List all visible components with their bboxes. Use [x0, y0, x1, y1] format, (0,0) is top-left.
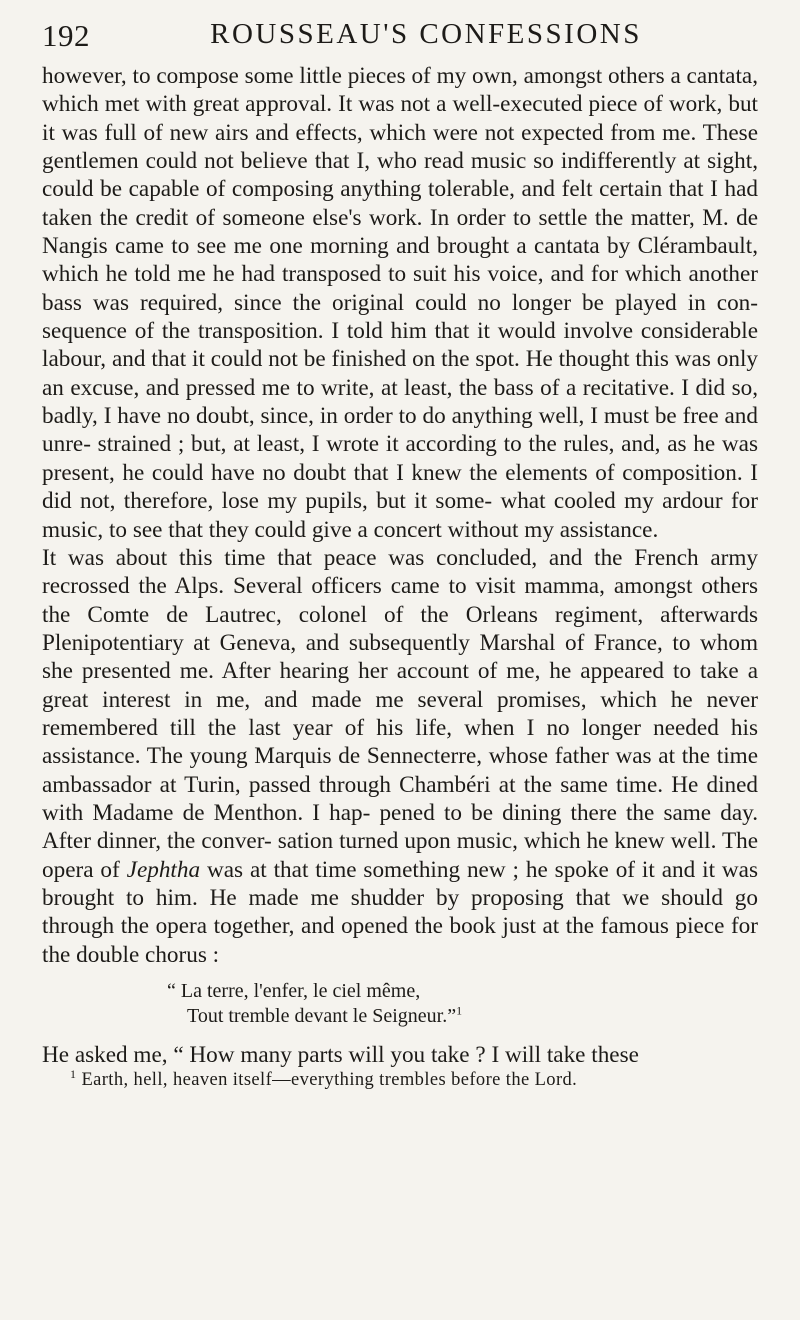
footnote: [42, 1068, 758, 1092]
verse-line-2: [167, 1004, 758, 1029]
paragraph-3: He asked me, “ How many parts will you take ? I will take these: [42, 1042, 639, 1068]
footnote-reference: 1: [456, 1003, 463, 1018]
paragraph-2-text-b: was at that time something new ; he spoke of it and it was brought to him. He made me shudder by proposing that we should go through the opera together, and opened the book just at the famous piece for the double chorus :: [42, 856, 758, 968]
page-number: 192: [42, 18, 90, 53]
verse-line-1: “ La terre, l'enfer, le ciel même,: [167, 980, 421, 1002]
opera-title: Jephtha: [126, 856, 201, 883]
footnote-mark: 1: [70, 1067, 77, 1082]
verse-quotation: [42, 979, 758, 1029]
paragraph-1: however, to compose some little pieces of my own, amongst others a cantata, which met with great approval. It was not a well-executed piece of work, but it was full of new airs and effects, which were not expected from me. These gentlemen could not believe that I, who read music so indifferently at sight, could be capable of composing anything tolerable, and felt certain that I had taken the credit of someone else's work. In order to settle the matter, M. de Nangis came to see me one morning and brought a cantata by Clérambault, which he told me he had transposed to suit his voice, and for which another bass was required, since the original could no longer be played in con- sequence of the transposition. I told him that it would involve considerable labour, and that it could not be finished on the spot. He thought this was only an excuse, and pressed me to write, at least, the bass of a recitative. I did so, badly, I have no doubt, since, in order to do anything well, I must be free and unre- strained ; but, at least, I wrote it according to the rules, and, as he was present, he could have no doubt that I knew the elements of composition. I did not, therefore, lose my pupils, but it some- what cooled my ardour for music, to see that they could give a concert without my assistance.: [42, 63, 758, 543]
verse-line-2-text: Tout tremble devant le Seigneur.”: [187, 1005, 457, 1027]
page-header: [42, 18, 760, 62]
body-text: [42, 62, 758, 1092]
running-head: ROUSSEAU'S CONFESSIONS: [210, 18, 642, 50]
footnote-text: Earth, hell, heaven itself—everything trembles before the Lord.: [81, 1070, 578, 1091]
paragraph-2: [42, 544, 758, 969]
paragraph-2-text-a: It was about this time that peace was concluded, and the French army recrossed the Alps. Several officers came to visit mamma, amongst others the Comte de Lautrec, colonel of the Orleans regiment, afterwards Plenipotentiary at Geneva, and subsequently Marshal of France, to whom she presented me. After hearing her account of me, he appeared to take a great interest in me, and made me several promises, which he never remembered till the last year of his life, when I no longer needed his assistance. The young Marquis de Sennecterre, whose father was at the time ambassador at Turin, passed through Chambéri at the same time. He dined with Madame de Menthon. I hap- pened to be dining there the same day. After dinner, the conver- sation turned upon music, which he knew well. The opera of: [42, 544, 758, 883]
